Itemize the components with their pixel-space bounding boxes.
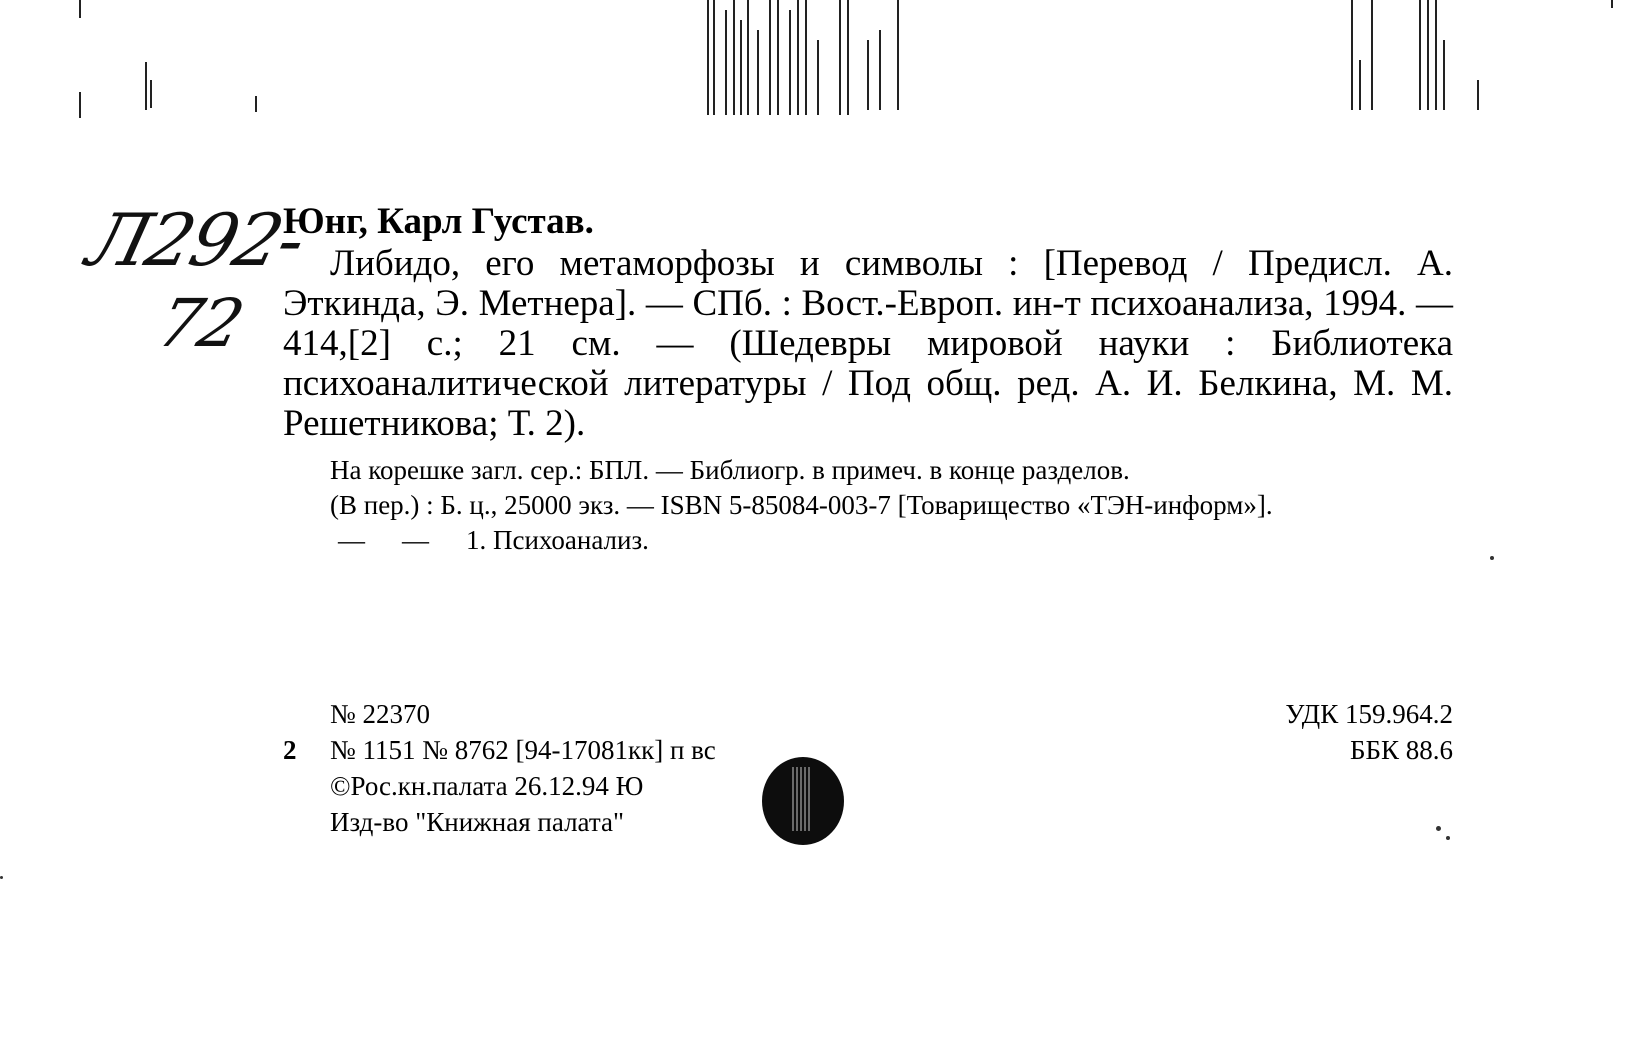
note-binding-isbn: (В пер.) : Б. ц., 25000 экз. — ISBN 5-85084-003-7 [Товарищество «ТЭН-информ»].: [330, 490, 1273, 520]
scan-speck: [0, 876, 3, 879]
scan-speck: [1490, 556, 1494, 560]
copy-count: 2: [283, 735, 297, 765]
subject-heading: 1. Психоанализ.: [466, 525, 649, 555]
scan-artifact-marks: [0, 0, 1632, 140]
tracing-dash: —: [402, 525, 429, 555]
copyright-line: ©Рос.кн.палата 26.12.94 Ю: [330, 771, 644, 801]
registration-numbers: № 1151 № 8762 [94-17081кк] п вс: [330, 735, 716, 765]
record-number: № 22370: [330, 699, 431, 729]
author-heading: Юнг, Карл Густав.: [283, 201, 594, 242]
ink-blot-stamp: [762, 757, 844, 845]
publisher-line: Изд-во "Книжная палата": [330, 807, 624, 837]
subject-tracing: [338, 524, 1453, 557]
scan-speck: [1436, 826, 1441, 831]
footer-left: [283, 696, 716, 840]
tracing-dash: —: [338, 525, 365, 555]
udk-code: УДК 159.964.2: [1285, 699, 1453, 729]
catalog-card-body: [283, 200, 1453, 557]
scan-speck: [1446, 836, 1450, 840]
title-description: Либидо, его метаморфозы и символы : [Перевод / Предисл. А. Эткинда, Э. Метнера]. — СПб. : Вост.-Европ. ин-т психоанализа, 1994. — 414,[2] с.; 21 см. — (Шедевры мировой науки : Библиотека психоаналитической литературы / Под общ. ред. А. И. Белкина, М. М. Решетникова; Т. 2).: [283, 243, 1453, 444]
handwritten-shelf-mark-number: 72: [150, 285, 250, 362]
handwritten-shelf-mark: Л292-: [79, 198, 313, 282]
bbk-code: ББК 88.6: [1349, 735, 1453, 765]
note-spine-bibliography: На корешке загл. сер.: БПЛ. — Библиогр. в примеч. в конце разделов.: [330, 455, 1130, 485]
footer-right: [1285, 696, 1453, 768]
registration-line: [283, 732, 716, 768]
